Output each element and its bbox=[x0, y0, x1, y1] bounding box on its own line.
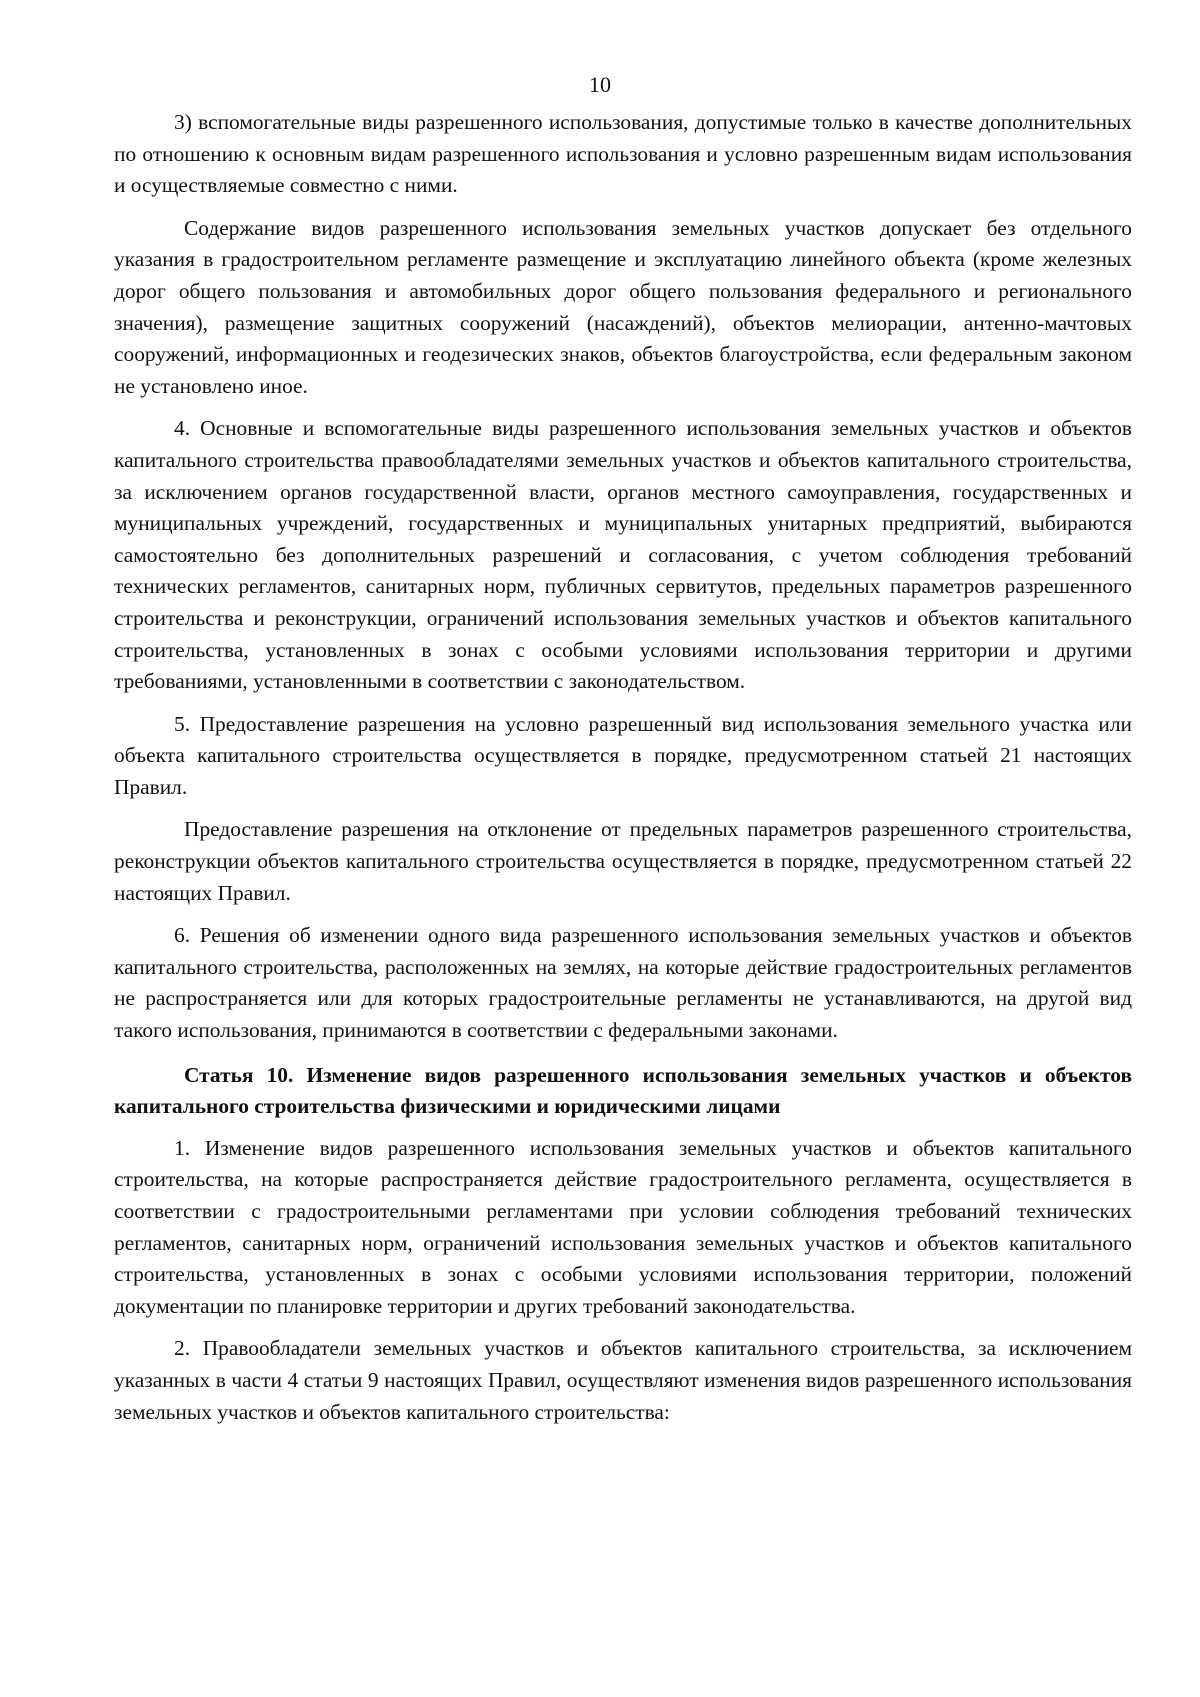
paragraph-land-use-content: Содержание видов разрешенного использования земельных участков допускает без отдельного указания в градостроительном регламенте размещение и эксплуатацию линейного объекта (кроме железных дорог общего пользования и автомобильных дорог общего пользования федерального и регионального значения), размещение защитных сооружений (насаждений), объектов мелиорации, антенно-мачтовых сооружений, информационных и геодезических знаков, объектов благоустройства, если федеральным законом не установлено иное. bbox=[114, 215, 1132, 398]
paragraph-item-3: 3) вспомогательные виды разрешенного использования, допустимые только в качестве дополнительных по отношению к основным видам разрешенного использования и условно разрешенным видам использования и осуществляемые совместно с ними. bbox=[114, 110, 1132, 198]
paragraph-point-6: 6. Решения об изменении одного вида разрешенного использования земельных участков и объектов капитального строительства, расположенных на землях, на которые действие градостроительных регламентов не распространяется или для которых градостроительные регламенты не устанавливаются, на другой вид такого использования, принимаются в соответствии с федеральными законами. bbox=[114, 923, 1132, 1043]
page-number: 10 bbox=[589, 72, 611, 97]
paragraph-point-5: 5. Предоставление разрешения на условно разрешенный вид использования земельного участка или объекта капитального строительства осуществляется в порядке, предусмотренном статьей 21 настоящих Правил. bbox=[114, 711, 1132, 799]
paragraph-article-10-point-2: 2. Правообладатели земельных участков и объектов капитального строительства, за исключением указанных в части 4 статьи 9 настоящих Правил, осуществляют изменения видов разрешенного использования земельных участков и объектов капитального строительства: bbox=[114, 1336, 1132, 1424]
paragraph-point-4: 4. Основные и вспомогательные виды разрешенного использования земельных участков и объектов капитального строительства правообладателями земельных участков и объектов капитального строительства, за исключением органов государственной власти, органов местного самоуправления, государственных и муниципальных учреждений, государственных и муниципальных унитарных предприятий, выбираются самостоятельно без дополнительных разрешений и согласования, с учетом соблюдения требований технических регламентов, санитарных норм, публичных сервитутов, предельных параметров разрешенного строительства и реконструкции, ограничений использования земельных участков и объектов капитального строительства, установленных в зонах с особыми условиями использования территории и другими требованиями, установленными в соответствии с законодательством. bbox=[114, 416, 1132, 694]
paragraph-article-10-point-1: 1. Изменение видов разрешенного использования земельных участков и объектов капитального строительства, на которые распространяется действие градостроительного регламента, осуществляется в соответствии с градостроительными регламентами при условии соблюдения требований технических регламентов, санитарных норм, ограничений использования земельных участков и объектов капитального строительства, установленных в зонах с особыми условиями использования территории, положений документации по планировке территории и других требований законодательства. bbox=[114, 1135, 1132, 1318]
paragraph-deviation-permit: Предоставление разрешения на отклонение от предельных параметров разрешенного строительства, реконструкции объектов капитального строительства осуществляется в порядке, предусмотренном статьей 22 настоящих Правил. bbox=[114, 817, 1132, 905]
article-10-heading: Статья 10. Изменение видов разрешенного использования земельных участков и объектов капитального строительства физическими и юридическими лицами bbox=[114, 1062, 1132, 1119]
document-body bbox=[114, 107, 1132, 1428]
